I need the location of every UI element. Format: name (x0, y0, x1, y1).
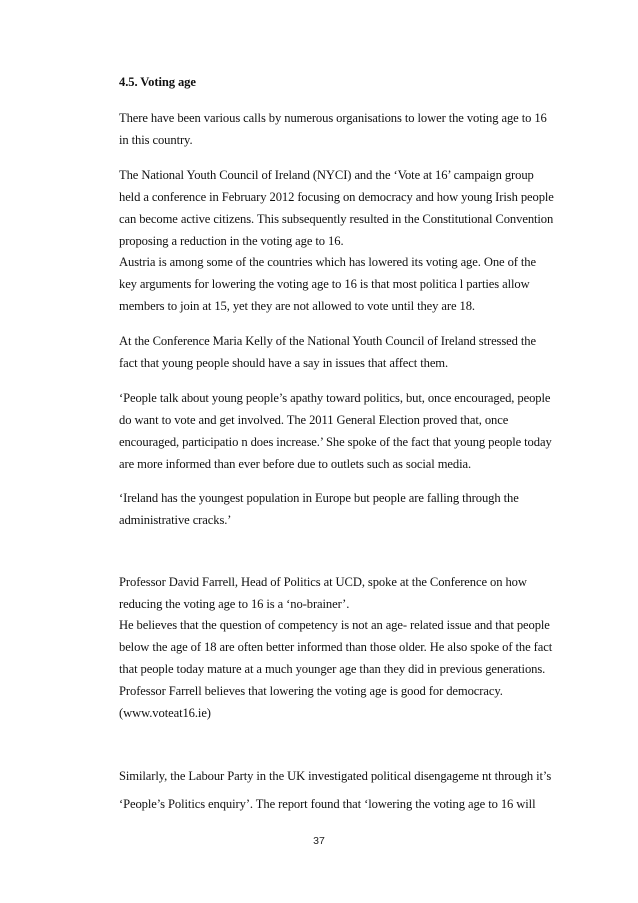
paragraph-line: do want to vote and get involved. The 2011 General Election proved that, once (119, 413, 509, 427)
paragraph-line: He believes that the question of competency is not an age- related issue and that people (119, 618, 550, 632)
paragraph-line: ‘Ireland has the youngest population in Europe but people are falling through the (119, 491, 519, 505)
paragraph-line: held a conference in February 2012 focusing on democracy and how young Irish people (119, 190, 554, 204)
paragraph-line: Similarly, the Labour Party in the UK investigated political disengageme nt through it’s (119, 769, 552, 783)
paragraph-line: fact that young people should have a say in issues that affect them. (119, 356, 449, 370)
paragraph-line: reducing the voting age to 16 is a ‘no-brainer’. (119, 597, 350, 611)
paragraph-line: can become active citizens. This subsequently resulted in the Constitutional Convention (119, 212, 554, 226)
paragraph-line: that people today mature at a much younger age than they did in previous generations. (119, 662, 546, 676)
paragraph-line: in this country. (119, 133, 193, 147)
paragraph-line: Professor Farrell believes that lowering the voting age is good for democracy. (119, 684, 503, 698)
paragraph-line: At the Conference Maria Kelly of the National Youth Council of Ireland stressed the (119, 334, 536, 348)
paragraph-line: Austria is among some of the countries which has lowered its voting age. One of the (119, 255, 536, 269)
page-number: 37 (313, 835, 325, 847)
paragraph-line: are more informed than ever before due to outlets such as social media. (119, 457, 472, 471)
paragraph-line: administrative cracks.’ (119, 513, 232, 527)
paragraph-line: ‘People’s Politics enquiry’. The report found that ‘lowering the voting age to 16 will (119, 797, 536, 811)
paragraph-line: below the age of 18 are often better informed than those older. He also spoke of the fact (119, 640, 553, 654)
paragraph-line: proposing a reduction in the voting age to 16. (119, 234, 344, 248)
paragraph-line: The National Youth Council of Ireland (NYCI) and the ‘Vote at 16’ campaign group (119, 168, 534, 182)
paragraph-line: (www.voteat16.ie) (119, 706, 211, 720)
paragraph-line: There have been various calls by numerous organisations to lower the voting age to 16 (119, 111, 547, 125)
paragraph-line: key arguments for lowering the voting age to 16 is that most politica l parties allow (119, 277, 530, 291)
paragraph-line: ‘People talk about young people’s apathy toward politics, but, once encouraged, people (119, 391, 551, 405)
paragraph-line: encouraged, participatio n does increase.’ She spoke of the fact that young people today (119, 435, 552, 449)
paragraph-line: members to join at 15, yet they are not allowed to vote until they are 18. (119, 299, 475, 313)
section-heading: 4.5. Voting age (119, 75, 196, 89)
paragraph-line: Professor David Farrell, Head of Politics at UCD, spoke at the Conference on how (119, 575, 527, 589)
